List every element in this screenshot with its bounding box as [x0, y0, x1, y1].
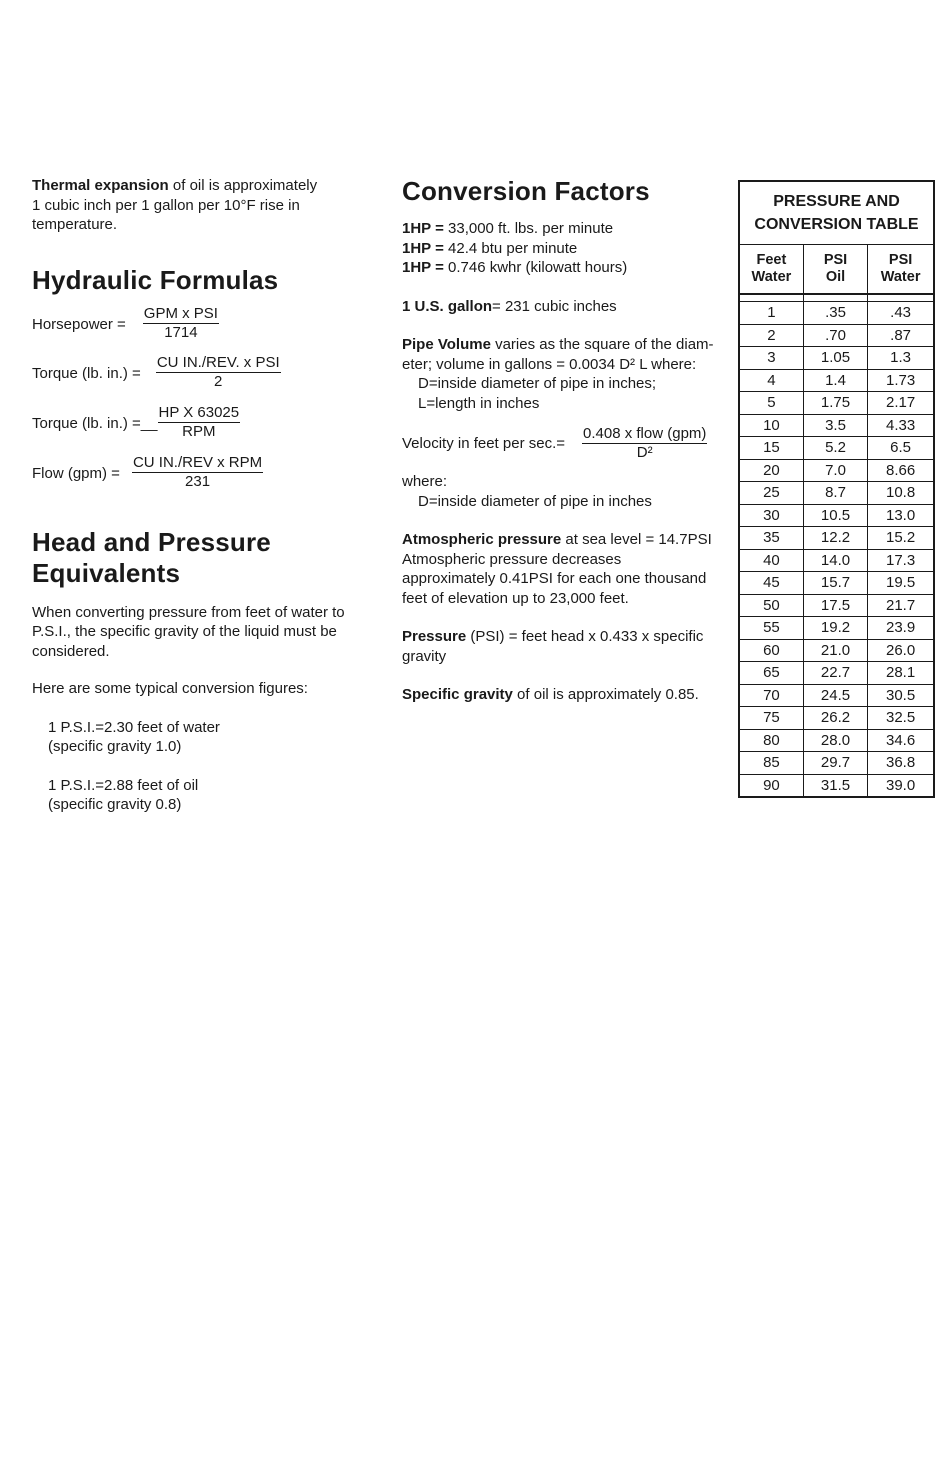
table-row [739, 482, 934, 505]
pipe-volume-note: Pipe Volume varies as the square of the diam- eter; volume in gallons = 0.0034 D² L where: D=inside diameter of pipe in inches; L=length in inches [402, 336, 714, 412]
head-pressure-heading: Head and Pressure Equivalents [32, 526, 271, 588]
cell-psi-oil: 8.7 [803, 482, 867, 505]
table-row [739, 549, 934, 572]
cell-feet-water: 10 [739, 414, 803, 437]
table-spacer-row [739, 294, 934, 302]
cell-feet-water: 80 [739, 729, 803, 752]
cell-psi-water: .43 [868, 302, 934, 325]
cell-feet-water: 1 [739, 302, 803, 325]
table-row [739, 639, 934, 662]
table-row [739, 369, 934, 392]
cell-psi-water: 1.73 [868, 369, 934, 392]
cell-psi-water: .87 [868, 324, 934, 347]
cell-psi-oil: .70 [803, 324, 867, 347]
oil-conversion: 1 P.S.I.=2.88 feet of oil (specific gravity 0.8) [48, 776, 199, 813]
cell-psi-oil: 15.7 [803, 572, 867, 595]
cell-psi-water: 17.3 [868, 549, 934, 572]
table-row [739, 662, 934, 685]
left-column [32, 176, 362, 815]
water-conversion: 1 P.S.I.=2.30 feet of water (specific gravity 1.0) [48, 718, 220, 755]
cell-psi-water: 1.3 [868, 347, 934, 370]
cell-psi-water: 32.5 [868, 707, 934, 730]
cell-psi-oil: 22.7 [803, 662, 867, 685]
velocity-where: where: D=inside diameter of pipe in inches [402, 473, 652, 510]
cell-feet-water: 5 [739, 392, 803, 415]
formula-torque-hp: Torque (lb. in.) =__ $\frac{\text{HP X 63025}}{\text{RPM}}$ [32, 403, 240, 440]
atmospheric-pressure-note: Atmospheric pressure at sea level = 14.7PSI Atmospheric pressure decreases approximately 0.41PSI for each one thousand feet of elevation up to 23,000 feet. [402, 531, 712, 607]
formula-horsepower: Horsepower = $\frac{\text{GPM x PSI}}{1714}$ [32, 304, 218, 341]
table-row [739, 302, 934, 325]
velocity-formula: Velocity in feet per sec.= $\frac{\text{0.408 x flow (gpm)}}{\text{D²}}$ [402, 425, 707, 461]
table-row [739, 324, 934, 347]
thermal-expansion-note: Thermal expansion of oil is approximately 1 cubic inch per 1 gallon per 10°F rise in temperature. [32, 177, 318, 233]
column-header-feet-water: Feet Water [739, 245, 803, 295]
cell-psi-water: 21.7 [868, 594, 934, 617]
cell-feet-water: 70 [739, 684, 803, 707]
cell-psi-oil: 7.0 [803, 459, 867, 482]
cell-psi-oil: 17.5 [803, 594, 867, 617]
table-title: PRESSURE AND CONVERSION TABLE [739, 181, 934, 245]
cell-feet-water: 2 [739, 324, 803, 347]
cell-psi-oil: 14.0 [803, 549, 867, 572]
cell-psi-oil: 28.0 [803, 729, 867, 752]
cell-psi-oil: 29.7 [803, 752, 867, 775]
conversion-factors-heading: Conversion Factors [402, 176, 650, 206]
table-body [739, 294, 934, 797]
cell-feet-water: 30 [739, 504, 803, 527]
cell-psi-oil: 3.5 [803, 414, 867, 437]
cell-feet-water: 45 [739, 572, 803, 595]
cell-psi-water: 39.0 [868, 774, 934, 797]
converting-note: When converting pressure from feet of water to P.S.I., the specific gravity of the liquid must be considered. [32, 603, 345, 660]
cell-feet-water: 60 [739, 639, 803, 662]
cell-psi-oil: .35 [803, 302, 867, 325]
cell-psi-oil: 19.2 [803, 617, 867, 640]
cell-feet-water: 65 [739, 662, 803, 685]
cell-psi-water: 6.5 [868, 437, 934, 460]
hydraulic-formulas-heading: Hydraulic Formulas [32, 264, 279, 295]
table-row [739, 617, 934, 640]
cell-psi-oil: 12.2 [803, 527, 867, 550]
cell-psi-oil: 21.0 [803, 639, 867, 662]
cell-psi-water: 28.1 [868, 662, 934, 685]
cell-psi-water: 30.5 [868, 684, 934, 707]
cell-psi-water: 23.9 [868, 617, 934, 640]
column-header-psi-oil: PSI Oil [803, 245, 867, 295]
cell-feet-water: 85 [739, 752, 803, 775]
cell-psi-water: 2.17 [868, 392, 934, 415]
cell-psi-oil: 24.5 [803, 684, 867, 707]
table-row [739, 752, 934, 775]
cell-feet-water: 50 [739, 594, 803, 617]
cell-psi-water: 10.8 [868, 482, 934, 505]
table-row [739, 527, 934, 550]
cell-feet-water: 15 [739, 437, 803, 460]
cell-psi-water: 15.2 [868, 527, 934, 550]
table-row [739, 572, 934, 595]
cell-psi-oil: 26.2 [803, 707, 867, 730]
cell-psi-water: 26.0 [868, 639, 934, 662]
cell-psi-water: 13.0 [868, 504, 934, 527]
cell-psi-water: 19.5 [868, 572, 934, 595]
cell-psi-water: 36.8 [868, 752, 934, 775]
cell-psi-water: 4.33 [868, 414, 934, 437]
cell-psi-oil: 1.75 [803, 392, 867, 415]
table-row [739, 594, 934, 617]
table-row [739, 774, 934, 797]
table-header-row [739, 245, 934, 295]
table-title-row [739, 181, 934, 245]
middle-column [402, 176, 732, 705]
cell-feet-water: 35 [739, 527, 803, 550]
typical-conversion-intro: Here are some typical conversion figures: [32, 680, 308, 697]
formula-flow: Flow (gpm) = $\frac{\text{CU IN./REV x RPM}}{231}$ [32, 453, 263, 490]
table-row [739, 684, 934, 707]
table-row [739, 414, 934, 437]
cell-feet-water: 75 [739, 707, 803, 730]
cell-psi-water: 34.6 [868, 729, 934, 752]
column-header-psi-water: PSI Water [868, 245, 934, 295]
table-row [739, 729, 934, 752]
cell-feet-water: 20 [739, 459, 803, 482]
formula-torque-psi: Torque (lb. in.) = $\frac{\text{CU IN./REV. x PSI}}{2}$ [32, 353, 280, 390]
cell-psi-oil: 1.05 [803, 347, 867, 370]
cell-psi-water: 8.66 [868, 459, 934, 482]
table-row [739, 504, 934, 527]
cell-feet-water: 25 [739, 482, 803, 505]
table-row [739, 392, 934, 415]
cell-feet-water: 4 [739, 369, 803, 392]
cell-feet-water: 55 [739, 617, 803, 640]
table-row [739, 707, 934, 730]
cell-psi-oil: 31.5 [803, 774, 867, 797]
cell-psi-oil: 10.5 [803, 504, 867, 527]
horsepower-factors: 1HP = 33,000 ft. lbs. per minute 1HP = 42.4 btu per minute 1HP = 0.746 kwhr (kilowatt hours) [402, 220, 628, 276]
gallon-factor: 1 U.S. gallon= 231 cubic inches [402, 297, 617, 315]
cell-psi-oil: 1.4 [803, 369, 867, 392]
table-row [739, 347, 934, 370]
specific-gravity-note: Specific gravity of oil is approximately 0.85. [402, 686, 699, 703]
cell-feet-water: 90 [739, 774, 803, 797]
pressure-formula: Pressure (PSI) = feet head x 0.433 x specific gravity [402, 628, 704, 665]
table-row [739, 437, 934, 460]
table-row [739, 459, 934, 482]
cell-feet-water: 3 [739, 347, 803, 370]
cell-psi-oil: 5.2 [803, 437, 867, 460]
cell-feet-water: 40 [739, 549, 803, 572]
pressure-conversion-table [738, 180, 935, 798]
